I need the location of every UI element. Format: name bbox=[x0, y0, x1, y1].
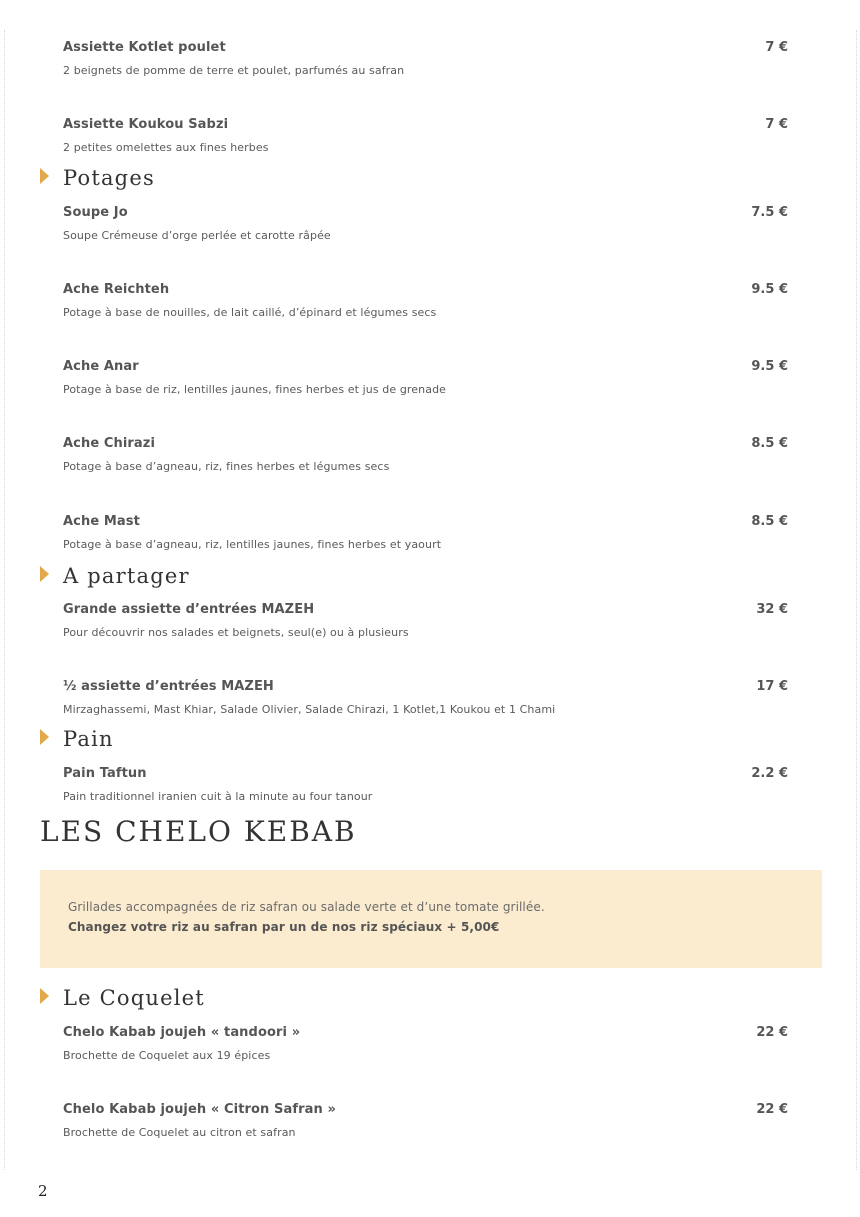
menu-item-ache-chirazi bbox=[63, 436, 788, 473]
section-title-a-partager bbox=[40, 564, 190, 588]
item-name: Soupe Jo bbox=[63, 205, 128, 220]
item-name: Pain Taftun bbox=[63, 766, 147, 781]
item-name: Assiette Kotlet poulet bbox=[63, 40, 226, 55]
item-price: 2.2 € bbox=[751, 766, 788, 781]
section-label: Potages bbox=[63, 166, 155, 190]
page-border-right bbox=[856, 30, 857, 1170]
item-description: Potage à base de nouilles, de lait caillé, d’épinard et légumes secs bbox=[63, 306, 437, 319]
item-price: 22 € bbox=[756, 1102, 788, 1117]
item-description: Brochette de Coquelet au citron et safran bbox=[63, 1126, 296, 1139]
triangle-right-icon bbox=[40, 566, 49, 582]
section-title-pain bbox=[40, 727, 114, 751]
item-name: Ache Mast bbox=[63, 514, 140, 529]
menu-item-grande-assiette bbox=[63, 602, 788, 639]
item-price: 8.5 € bbox=[751, 514, 788, 529]
menu-item-joujeh-citron-safran bbox=[63, 1102, 788, 1139]
item-name: Ache Anar bbox=[63, 359, 139, 374]
item-description: Pain traditionnel iranien cuit à la minute au four tanour bbox=[63, 790, 373, 803]
section-label: A partager bbox=[63, 564, 190, 588]
item-name: ½ assiette d’entrées MAZEH bbox=[63, 679, 274, 694]
item-price: 8.5 € bbox=[751, 436, 788, 451]
triangle-right-icon bbox=[40, 729, 49, 745]
item-name: Grande assiette d’entrées MAZEH bbox=[63, 602, 315, 617]
item-description: Mirzaghassemi, Mast Khiar, Salade Olivier, Salade Chirazi, 1 Kotlet,1 Koukou et 1 Chami bbox=[63, 703, 556, 716]
item-price: 7 € bbox=[765, 40, 788, 55]
item-name: Assiette Koukou Sabzi bbox=[63, 117, 229, 132]
item-price: 7 € bbox=[765, 117, 788, 132]
menu-item-soupe-jo bbox=[63, 205, 788, 242]
item-description: Soupe Crémeuse d’orge perlée et carotte râpée bbox=[63, 229, 331, 242]
page-border-left bbox=[4, 30, 5, 1170]
section-title-potages bbox=[40, 166, 155, 190]
notice-text: Grillades accompagnées de riz safran ou salade verte et d’une tomate grillée. bbox=[68, 900, 545, 914]
menu-item-joujeh-tandoori bbox=[63, 1025, 788, 1062]
page-number: 2 bbox=[38, 1182, 48, 1200]
item-description: Potage à base de riz, lentilles jaunes, fines herbes et jus de grenade bbox=[63, 383, 447, 396]
item-description: Potage à base d’agneau, riz, lentilles jaunes, fines herbes et yaourt bbox=[63, 538, 442, 551]
item-price: 9.5 € bbox=[751, 359, 788, 374]
chapter-title: LES CHELO KEBAB bbox=[40, 815, 357, 848]
item-name: Ache Reichteh bbox=[63, 282, 170, 297]
triangle-right-icon bbox=[40, 988, 49, 1004]
menu-item-koukou-sabzi bbox=[63, 117, 788, 154]
section-title-le-coquelet bbox=[40, 986, 205, 1010]
menu-item-demi-assiette bbox=[63, 679, 788, 716]
item-price: 32 € bbox=[756, 602, 788, 617]
item-price: 9.5 € bbox=[751, 282, 788, 297]
item-price: 17 € bbox=[756, 679, 788, 694]
item-price: 7.5 € bbox=[751, 205, 788, 220]
info-notice bbox=[40, 870, 822, 968]
item-description: 2 beignets de pomme de terre et poulet, parfumés au safran bbox=[63, 64, 405, 77]
section-label: Le Coquelet bbox=[63, 986, 205, 1010]
item-description: Potage à base d’agneau, riz, fines herbes et légumes secs bbox=[63, 460, 390, 473]
item-name: Ache Chirazi bbox=[63, 436, 156, 451]
item-description: Brochette de Coquelet aux 19 épices bbox=[63, 1049, 271, 1062]
menu-item-ache-mast bbox=[63, 514, 788, 551]
menu-item-ache-anar bbox=[63, 359, 788, 396]
section-label: Pain bbox=[63, 727, 114, 751]
item-name: Chelo Kabab joujeh « Citron Safran » bbox=[63, 1102, 336, 1117]
notice-highlight: Changez votre riz au safran par un de nos riz spéciaux + 5,00€ bbox=[68, 920, 500, 934]
item-description: 2 petites omelettes aux fines herbes bbox=[63, 141, 269, 154]
item-description: Pour découvrir nos salades et beignets, seul(e) ou à plusieurs bbox=[63, 626, 409, 639]
item-price: 22 € bbox=[756, 1025, 788, 1040]
triangle-right-icon bbox=[40, 168, 49, 184]
item-name: Chelo Kabab joujeh « tandoori » bbox=[63, 1025, 301, 1040]
menu-item-pain-taftun bbox=[63, 766, 788, 803]
menu-item-ache-reichteh bbox=[63, 282, 788, 319]
menu-item-kotlet-poulet bbox=[63, 40, 788, 77]
